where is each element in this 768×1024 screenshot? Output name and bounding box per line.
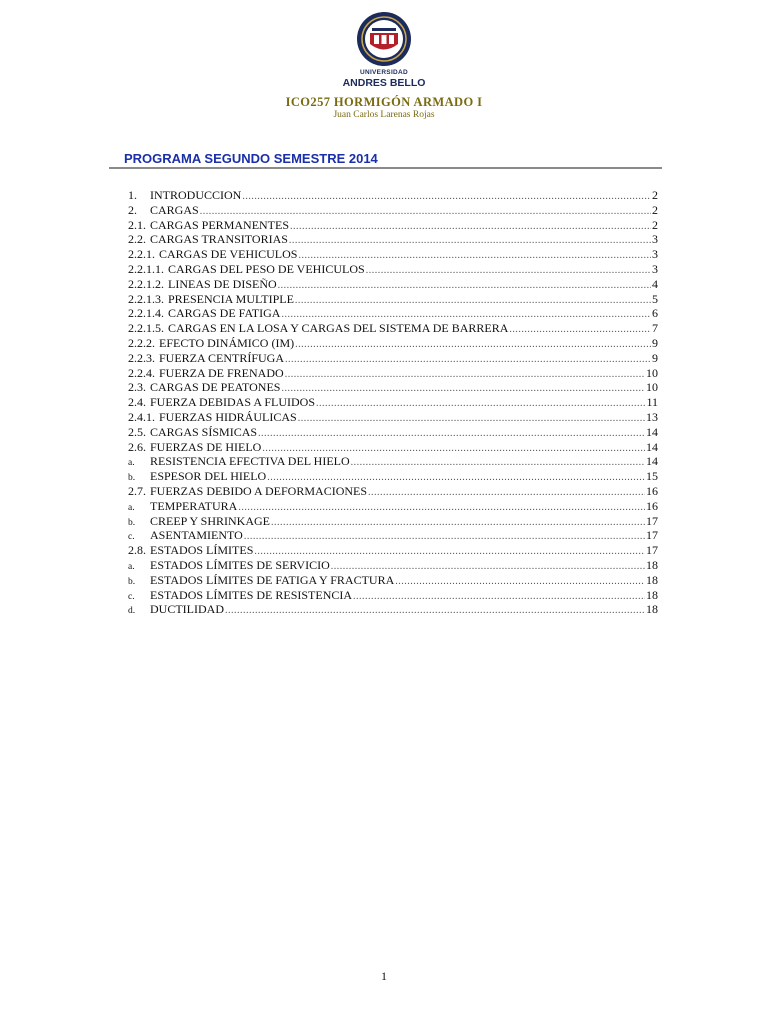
toc-dot-leader: [298, 412, 645, 425]
table-of-contents: [128, 188, 658, 617]
toc-entry-page: 10: [646, 365, 658, 380]
toc-entry-page: 5: [652, 291, 658, 306]
toc-entry[interactable]: [128, 336, 658, 351]
toc-entry-title: FUERZA DEBIDAS A FLUIDOS: [150, 395, 316, 410]
toc-entry-title: EFECTO DINÁMICO (IM): [159, 335, 295, 350]
toc-entry[interactable]: [128, 292, 658, 307]
toc-entry[interactable]: [128, 232, 658, 247]
toc-entry-number: 2.1.: [128, 217, 146, 232]
toc-entry-number: 2.4.: [128, 395, 146, 410]
toc-entry[interactable]: [128, 454, 658, 469]
toc-entry-number: 2.2.3.: [128, 350, 155, 365]
toc-dot-leader: [366, 264, 651, 277]
toc-entry[interactable]: [128, 588, 658, 603]
toc-entry-number: 2.2.1.1.: [128, 261, 164, 276]
course-author: Juan Carlos Larenas Rojas: [333, 110, 435, 120]
toc-dot-leader: [395, 575, 645, 588]
toc-entry-number: 2.7.: [128, 483, 146, 498]
toc-entry[interactable]: [128, 528, 658, 543]
toc-entry[interactable]: [128, 218, 658, 233]
toc-entry-number: 2.2.2.: [128, 335, 155, 350]
toc-entry-number: 2.3.: [128, 380, 146, 395]
toc-entry[interactable]: [128, 262, 658, 277]
toc-entry-page: 10: [646, 380, 658, 395]
university-logo: [336, 10, 432, 94]
toc-entry-page: 7: [652, 321, 658, 336]
toc-entry[interactable]: [128, 440, 658, 455]
toc-entry-page: 14: [646, 454, 658, 469]
toc-dot-leader: [298, 249, 651, 262]
toc-dot-leader: [244, 530, 645, 543]
toc-entry-page: 9: [652, 335, 658, 350]
toc-entry-title: CARGAS DE PEATONES: [150, 380, 281, 395]
toc-entry-page: 3: [652, 247, 658, 262]
program-heading: PROGRAMA SEGUNDO SEMESTRE 2014: [124, 151, 378, 166]
toc-entry[interactable]: [128, 573, 658, 588]
toc-entry[interactable]: [128, 602, 658, 617]
toc-entry[interactable]: [128, 484, 658, 499]
toc-entry-number: 1.: [128, 188, 137, 202]
toc-entry-title: RESISTENCIA EFECTIVA DEL HIELO: [150, 454, 350, 469]
toc-entry-number: 2.2.1.3.: [128, 291, 164, 306]
toc-entry-page: 13: [646, 409, 658, 424]
heading-divider: [109, 167, 662, 169]
toc-entry-title: ESTADOS LÍMITES DE FATIGA Y FRACTURA: [150, 572, 395, 587]
toc-entry-title: FUERZAS DE HIELO: [150, 439, 262, 454]
toc-dot-leader: [258, 427, 645, 440]
toc-entry-number: c.: [128, 591, 135, 602]
toc-entry[interactable]: [128, 321, 658, 336]
toc-entry[interactable]: [128, 395, 658, 410]
toc-entry-title: CREEP Y SHRINKAGE: [150, 513, 271, 528]
toc-entry-number: 2.2.1.: [128, 247, 155, 262]
toc-entry-number: b.: [128, 576, 136, 587]
toc-dot-leader: [242, 190, 651, 203]
toc-entry[interactable]: [128, 514, 658, 529]
toc-entry-number: c.: [128, 532, 135, 543]
toc-dot-leader: [285, 368, 645, 381]
toc-entry-page: 18: [646, 557, 658, 572]
toc-entry-title: CARGAS DEL PESO DE VEHICULOS: [168, 261, 365, 276]
toc-entry-title: CARGAS DE FATIGA: [168, 306, 281, 321]
toc-entry-number: a.: [128, 502, 135, 513]
toc-entry[interactable]: [128, 203, 658, 218]
toc-entry-title: ESPESOR DEL HIELO: [150, 469, 267, 484]
toc-entry-page: 4: [652, 276, 658, 291]
toc-entry-title: ASENTAMIENTO: [150, 528, 243, 543]
toc-entry-page: 14: [646, 424, 658, 439]
toc-entry-title: ESTADOS LÍMITES DE RESISTENCIA: [150, 587, 353, 602]
toc-entry-title: CARGAS PERMANENTES: [150, 217, 290, 232]
toc-entry-number: 2.5.: [128, 424, 146, 439]
toc-entry-title: DUCTILIDAD: [150, 602, 224, 617]
toc-entry-page: 18: [646, 602, 658, 617]
toc-entry-number: 2.4.1.: [128, 409, 155, 424]
toc-dot-leader: [353, 590, 645, 603]
toc-dot-leader: [509, 323, 651, 336]
toc-entry[interactable]: [128, 543, 658, 558]
toc-entry-page: 14: [646, 439, 658, 454]
toc-entry-number: b.: [128, 473, 136, 484]
toc-dot-leader: [225, 604, 645, 617]
toc-entry-number: d.: [128, 606, 136, 617]
toc-entry-page: 6: [652, 306, 658, 321]
toc-entry-number: 2.2.1.5.: [128, 321, 164, 336]
toc-entry-title: FUERZA DE FRENADO: [159, 365, 284, 380]
toc-entry-title: CARGAS TRANSITORIAS: [150, 232, 288, 247]
toc-entry[interactable]: [128, 188, 658, 203]
toc-entry-title: TEMPERATURA: [150, 498, 238, 513]
toc-entry-title: ESTADOS LÍMITES: [150, 543, 254, 558]
toc-entry-number: a.: [128, 561, 135, 572]
toc-entry-title: FUERZAS HIDRÁULICAS: [159, 409, 297, 424]
page-number: 1: [381, 969, 387, 983]
toc-entry-number: 2.8.: [128, 543, 146, 558]
toc-entry-number: 2.2.1.4.: [128, 306, 164, 321]
course-title: ICO257 HORMIGÓN ARMADO I: [285, 95, 483, 109]
toc-entry-title: FUERZAS DEBIDO A DEFORMACIONES: [150, 483, 368, 498]
toc-dot-leader: [262, 442, 645, 455]
toc-entry-title: CARGAS EN LA LOSA Y CARGAS DEL SISTEMA DE BARRERA: [168, 321, 509, 336]
toc-entry-title: ESTADOS LÍMITES DE SERVICIO: [150, 557, 330, 572]
toc-dot-leader: [281, 308, 651, 321]
toc-entry-page: 9: [652, 350, 658, 365]
toc-entry[interactable]: [128, 425, 658, 440]
toc-entry-page: 2: [652, 188, 658, 202]
toc-entry[interactable]: [128, 306, 658, 321]
toc-entry-page: 16: [646, 483, 658, 498]
toc-entry-title: CARGAS: [150, 202, 199, 217]
toc-entry-number: 2.6.: [128, 439, 146, 454]
toc-entry-page: 15: [646, 469, 658, 484]
toc-entry[interactable]: [128, 351, 658, 366]
toc-dot-leader: [295, 294, 651, 307]
toc-dot-leader: [238, 501, 645, 514]
toc-dot-leader: [271, 516, 645, 529]
logo-university-name: ANDRES BELLO: [342, 77, 426, 89]
toc-entry-page: 16: [646, 498, 658, 513]
toc-dot-leader: [289, 234, 651, 247]
toc-entry[interactable]: [128, 499, 658, 514]
toc-entry-page: 2: [652, 202, 658, 217]
toc-entry-page: 11: [646, 395, 658, 410]
toc-entry-number: 2.2.: [128, 232, 146, 247]
toc-dot-leader: [285, 353, 651, 366]
logo-university-text: UNIVERSIDAD: [359, 69, 409, 76]
toc-entry-page: 3: [652, 261, 658, 276]
toc-entry[interactable]: [128, 366, 658, 381]
university-seal-icon: [336, 10, 432, 70]
toc-dot-leader: [331, 560, 645, 573]
toc-entry-title: FUERZA CENTRÍFUGA: [159, 350, 285, 365]
toc-entry-title: CARGAS SÍSMICAS: [150, 424, 258, 439]
toc-entry-number: 2.2.4.: [128, 365, 155, 380]
toc-entry-page: 18: [646, 572, 658, 587]
toc-dot-leader: [316, 397, 645, 410]
toc-entry-number: b.: [128, 517, 136, 528]
toc-entry[interactable]: [128, 558, 658, 573]
toc-entry[interactable]: [128, 380, 658, 395]
toc-entry-page: 3: [652, 232, 658, 247]
toc-dot-leader: [278, 279, 651, 292]
toc-entry-number: 2.: [128, 202, 137, 217]
toc-entry-title: LINEAS DE DISEÑO: [168, 276, 277, 291]
toc-dot-leader: [295, 338, 651, 351]
toc-dot-leader: [200, 205, 651, 218]
toc-entry[interactable]: [128, 277, 658, 292]
toc-entry-number: a.: [128, 458, 135, 469]
toc-dot-leader: [368, 486, 645, 499]
toc-entry-page: 17: [646, 543, 658, 558]
toc-dot-leader: [351, 456, 645, 469]
toc-dot-leader: [281, 382, 645, 395]
toc-entry-page: 17: [646, 513, 658, 528]
toc-entry-page: 2: [652, 217, 658, 232]
toc-dot-leader: [267, 471, 645, 484]
toc-entry-page: 18: [646, 587, 658, 602]
toc-dot-leader: [290, 220, 651, 233]
toc-entry-title: INTRODUCCION: [150, 188, 242, 202]
toc-dot-leader: [254, 545, 645, 558]
toc-entry[interactable]: [128, 247, 658, 262]
toc-entry-title: CARGAS DE VEHICULOS: [159, 247, 298, 262]
toc-entry[interactable]: [128, 469, 658, 484]
toc-entry-number: 2.2.1.2.: [128, 276, 164, 291]
toc-entry[interactable]: [128, 410, 658, 425]
toc-entry-page: 17: [646, 528, 658, 543]
toc-entry-title: PRESENCIA MULTIPLE: [168, 291, 294, 306]
